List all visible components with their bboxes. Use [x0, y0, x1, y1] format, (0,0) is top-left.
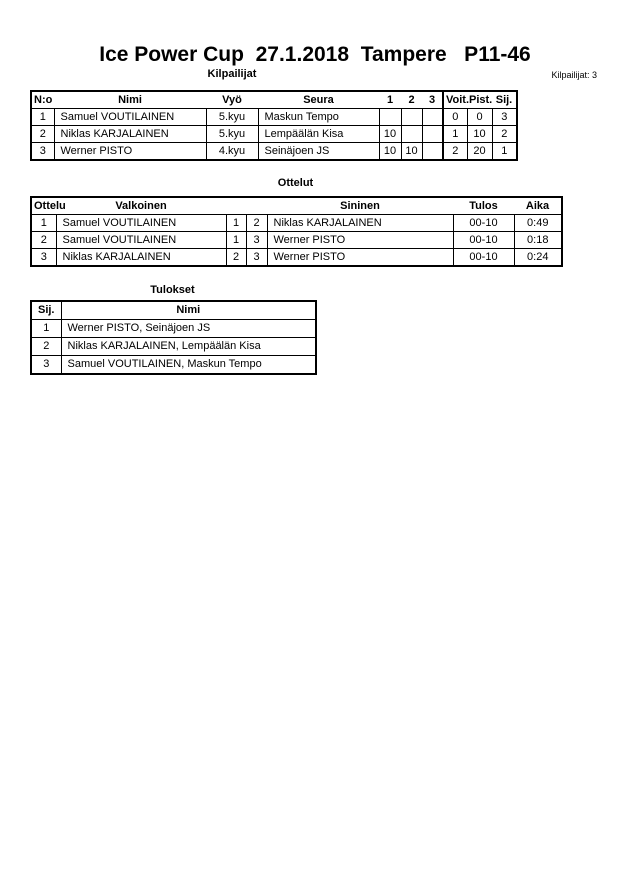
round2-cell — [401, 109, 422, 126]
belt-cell: 5.kyu — [206, 109, 258, 126]
match-no-cell: 2 — [31, 232, 56, 249]
table-row — [31, 356, 316, 375]
table-header-row — [31, 197, 562, 215]
table-header-row — [31, 301, 316, 320]
round1-cell — [379, 109, 401, 126]
header-belt: Vyö — [206, 91, 258, 109]
match-no-cell: 3 — [31, 249, 56, 267]
result-name-cell: Samuel VOUTILAINEN, Maskun Tempo — [61, 356, 316, 375]
table-row — [31, 215, 562, 232]
page-title: Ice Power Cup 27.1.2018 Tampere P11-46 — [99, 43, 531, 66]
white-name-cell: Samuel VOUTILAINEN — [56, 232, 226, 249]
competitors-section-title: Kilpailijat — [207, 68, 257, 80]
place-cell: 3 — [492, 109, 517, 126]
header-white-no — [226, 197, 246, 215]
results-section-title: Tulokset — [150, 284, 195, 296]
header-place: Sij. — [492, 91, 517, 109]
results-table — [30, 300, 317, 375]
table-row — [31, 109, 517, 126]
blue-draw-no-cell: 2 — [246, 215, 267, 232]
no-cell: 3 — [31, 143, 54, 161]
name-cell: Werner PISTO — [54, 143, 206, 161]
blue-draw-no-cell: 3 — [246, 249, 267, 267]
name-cell: Niklas KARJALAINEN — [54, 126, 206, 143]
place-cell: 3 — [31, 356, 61, 375]
header-round2: 2 — [401, 91, 422, 109]
header-result: Tulos — [453, 197, 514, 215]
round2-cell: 10 — [401, 143, 422, 161]
result-cell: 00-10 — [453, 249, 514, 267]
match-no-cell: 1 — [31, 215, 56, 232]
table-row — [31, 338, 316, 356]
matches-section-title: Ottelut — [277, 177, 314, 189]
round3-cell — [422, 109, 443, 126]
header-white: Valkoinen — [56, 197, 226, 215]
white-draw-no-cell: 2 — [226, 249, 246, 267]
round2-cell — [401, 126, 422, 143]
blue-name-cell: Niklas KARJALAINEN — [267, 215, 453, 232]
table-row — [31, 320, 316, 338]
header-round3: 3 — [422, 91, 443, 109]
wins-cell: 2 — [443, 143, 467, 161]
place-cell: 2 — [31, 338, 61, 356]
header-time: Aika — [514, 197, 562, 215]
white-draw-no-cell: 1 — [226, 215, 246, 232]
header-place: Sij. — [31, 301, 61, 320]
table-row — [31, 249, 562, 267]
header-no: N:o — [31, 91, 54, 109]
result-name-cell: Werner PISTO, Seinäjoen JS — [61, 320, 316, 338]
club-cell: Lempäälän Kisa — [258, 126, 379, 143]
place-cell: 2 — [492, 126, 517, 143]
result-cell: 00-10 — [453, 215, 514, 232]
header-blue: Sininen — [267, 197, 453, 215]
no-cell: 1 — [31, 109, 54, 126]
no-cell: 2 — [31, 126, 54, 143]
header-name: Nimi — [54, 91, 206, 109]
place-cell: 1 — [31, 320, 61, 338]
time-cell: 0:49 — [514, 215, 562, 232]
round3-cell — [422, 143, 443, 161]
white-name-cell: Samuel VOUTILAINEN — [56, 215, 226, 232]
time-cell: 0:24 — [514, 249, 562, 267]
white-draw-no-cell: 1 — [226, 232, 246, 249]
blue-draw-no-cell: 3 — [246, 232, 267, 249]
points-cell: 10 — [467, 126, 492, 143]
time-cell: 0:18 — [514, 232, 562, 249]
header-blue-no — [246, 197, 267, 215]
round3-cell — [422, 126, 443, 143]
header-points: Pist. — [467, 91, 492, 109]
round1-cell: 10 — [379, 143, 401, 161]
table-row — [31, 143, 517, 161]
place-cell: 1 — [492, 143, 517, 161]
club-cell: Maskun Tempo — [258, 109, 379, 126]
competitors-count-label: Kilpailijat: 3 — [551, 70, 597, 80]
points-cell: 0 — [467, 109, 492, 126]
name-cell: Samuel VOUTILAINEN — [54, 109, 206, 126]
result-name-cell: Niklas KARJALAINEN, Lempäälän Kisa — [61, 338, 316, 356]
blue-name-cell: Werner PISTO — [267, 249, 453, 267]
header-name: Nimi — [61, 301, 316, 320]
header-round1: 1 — [379, 91, 401, 109]
round1-cell: 10 — [379, 126, 401, 143]
table-row — [31, 126, 517, 143]
belt-cell: 4.kyu — [206, 143, 258, 161]
wins-cell: 1 — [443, 126, 467, 143]
wins-cell: 0 — [443, 109, 467, 126]
header-wins: Voit. — [443, 91, 467, 109]
table-row — [31, 232, 562, 249]
belt-cell: 5.kyu — [206, 126, 258, 143]
club-cell: Seinäjoen JS — [258, 143, 379, 161]
competitors-table — [30, 90, 518, 161]
header-match: Ottelu — [31, 197, 56, 215]
header-club: Seura — [258, 91, 379, 109]
table-header-row — [31, 91, 517, 109]
points-cell: 20 — [467, 143, 492, 161]
blue-name-cell: Werner PISTO — [267, 232, 453, 249]
result-cell: 00-10 — [453, 232, 514, 249]
white-name-cell: Niklas KARJALAINEN — [56, 249, 226, 267]
matches-table — [30, 196, 563, 267]
